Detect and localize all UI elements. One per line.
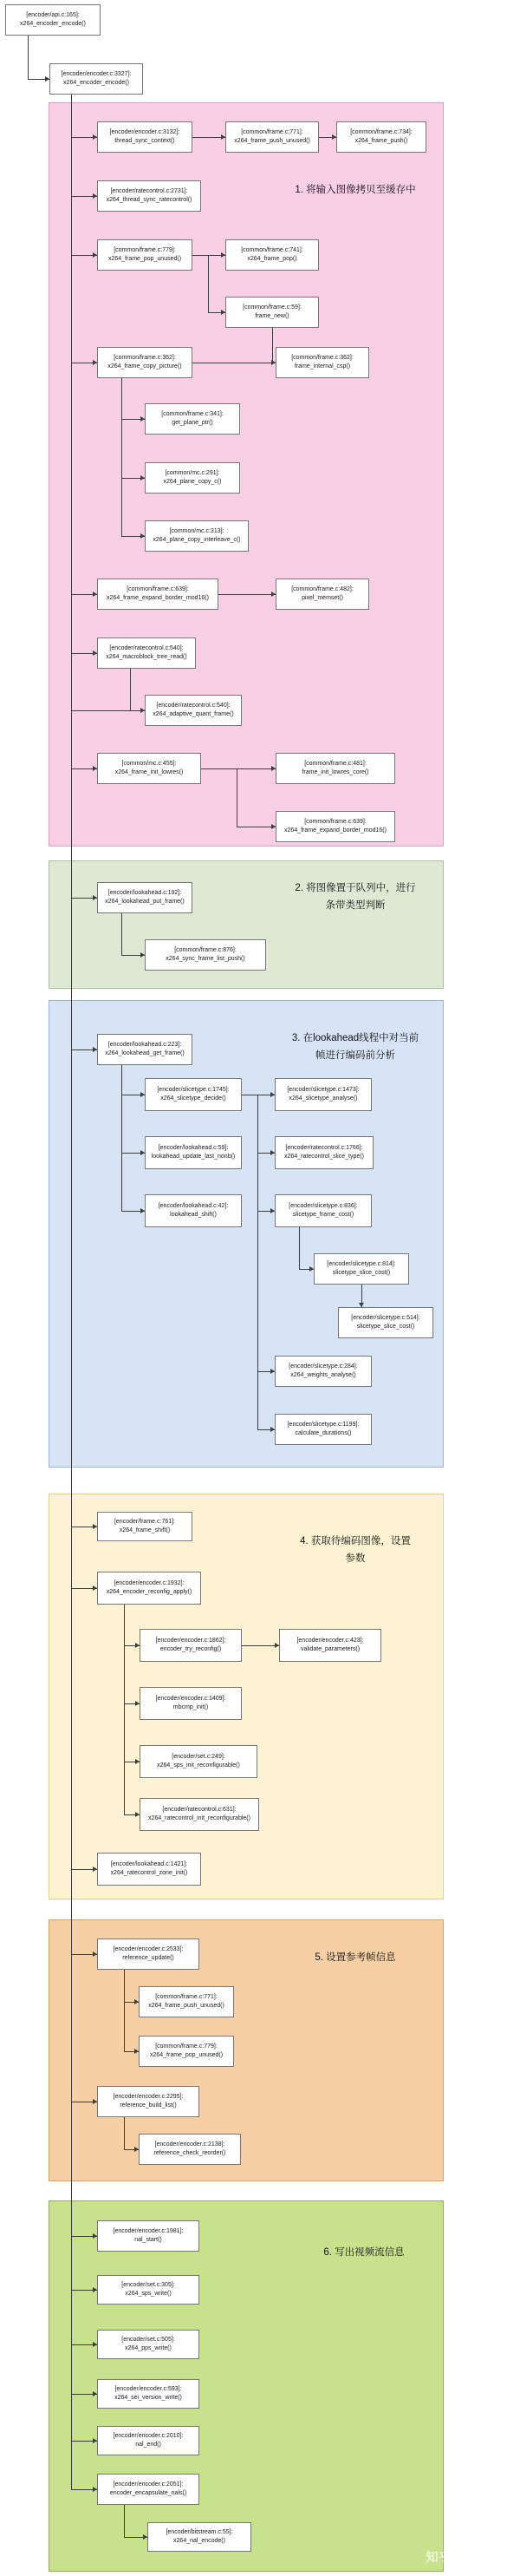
node-x264-plane-copy-interleave-c — [145, 520, 249, 552]
node-x264-lookahead-put-frame — [97, 882, 192, 913]
node-x264-weights-analyse — [275, 1356, 372, 1387]
node-x264-encoder-reconfig-apply — [97, 1572, 201, 1605]
node-source-location: [encoder/ratecontrol.c:2731]: — [110, 187, 188, 194]
connector-line — [121, 378, 122, 536]
node-function-name: x264_frame_init_lowres() — [114, 769, 184, 775]
node-source-location: [common/frame.c:741]: — [241, 246, 303, 253]
node-x264-frame-pop-unused — [139, 2036, 234, 2067]
node-x264-ratecontrol-init-reconfigurable — [140, 1798, 259, 1831]
node-function-name: x264_frame_copy_picture() — [107, 363, 182, 369]
node-function-name: encoder_encapsulate_nals() — [109, 2490, 187, 2496]
node-get-plane-ptr — [145, 403, 240, 435]
node-function-name: get_plane_ptr() — [172, 420, 213, 426]
node-lookahead-update-last-nonb — [145, 1136, 242, 1169]
node-function-name: slicetype_slice_cost() — [356, 1324, 415, 1330]
node-function-name: x264_frame_pop_unused() — [149, 2052, 224, 2058]
node-function-name: x264_ratecontrol_zone_init() — [110, 1870, 188, 1876]
node-source-location: [common/frame.c:59]: — [243, 304, 302, 311]
connector-line — [299, 1227, 300, 1269]
section-5-label — [286, 1950, 425, 1967]
node-source-location: [encoder/slicetype.c:514]: — [351, 1314, 420, 1321]
node-source-location: [common/frame.c:639]: — [127, 585, 189, 592]
node-function-name: x264_frame_pop_unused() — [107, 256, 182, 262]
node-function-name: slicetype_frame_cost() — [292, 1212, 354, 1218]
node-source-location: [common/frame.c:771]: — [241, 128, 303, 135]
node-x264-adaptive-quant-frame — [145, 695, 242, 726]
connector-line — [242, 1645, 279, 1646]
section-3-panel — [49, 1000, 444, 1468]
node-source-location: [encoder/ratecontrol.c:631]: — [162, 1806, 237, 1813]
connector-line — [257, 1095, 258, 1429]
node-function-name: nal_end() — [135, 2442, 161, 2448]
node-lookahead-shift — [145, 1194, 242, 1227]
node-source-location: [encoder/encoder.c:1932]: — [114, 1579, 185, 1586]
node-function-name: frame_internal_csp() — [294, 363, 351, 369]
node-source-location: [common/frame.c:482]: — [291, 585, 354, 592]
node-function-name: x264_ratecontrol_init_reconfigurable() — [148, 1815, 250, 1821]
connector-line — [201, 768, 276, 769]
node-function-name: validate_parameters() — [300, 1646, 361, 1652]
node-nal-end — [97, 2426, 199, 2455]
node-function-name: x264_frame_shift() — [119, 1527, 171, 1533]
node-x264-sps-init-reconfigurable — [140, 1745, 257, 1778]
node-source-location: [common/frame.c:341]: — [161, 410, 224, 417]
node-function-name: x264_adaptive_quant_frame() — [153, 711, 234, 717]
node-function-name: reference_build_list() — [120, 2102, 177, 2109]
section-3-label — [277, 1030, 433, 1064]
node-function-name: x264_frame_expand_border_mod16() — [107, 595, 209, 601]
node-slicetype-frame-cost — [275, 1194, 372, 1227]
node-function-name: x264_macroblock_tree_read() — [106, 654, 187, 660]
node-function-name: reference_update() — [122, 1955, 174, 1961]
node-source-location: [encoder/slicetype.c:1199]: — [287, 1421, 360, 1428]
connector-join-line — [272, 328, 273, 363]
node-function-name: calculate_durations() — [295, 1430, 352, 1436]
node-function-name: x264_ratecontrol_slice_type() — [284, 1154, 364, 1160]
node-source-location: [encoder/lookahead.c:192]: — [107, 889, 182, 896]
connector-join-line — [130, 669, 131, 710]
node-source-location: [encoder/ratecontrol.c:540]: — [156, 702, 231, 709]
node-source-location: [common/frame.c:771]: — [155, 1993, 218, 2000]
node-x264-frame-copy-picture — [97, 347, 192, 378]
section-2-label — [282, 880, 429, 914]
node-source-location: [encoder/encoder.c:423]: — [296, 1637, 364, 1644]
node-function-name: x264_frame_push() — [354, 138, 408, 144]
node-encoder-try-reconfig — [140, 1629, 242, 1662]
node-source-location: [encoder/set.c:305]: — [121, 2281, 175, 2288]
node-x264-macroblock-tree-read — [97, 637, 196, 669]
node-x264-frame-push-unused — [225, 121, 319, 153]
node-thread-sync-context — [97, 121, 192, 153]
connector-line — [124, 2117, 125, 2149]
node-encoder-encapsulate-nals — [97, 2474, 199, 2505]
node-function-name: thread_sync_context() — [114, 138, 175, 144]
node-source-location: [encoder/encoder.c:2295]: — [113, 2093, 184, 2100]
node-function-name: x264_sei_version_write() — [114, 2395, 182, 2401]
node-function-name: frame_new() — [255, 313, 289, 319]
node-x264-lookahead-get-frame — [97, 1034, 192, 1065]
call-spine-line — [71, 95, 72, 2489]
node-x264-pps-write — [97, 2330, 199, 2359]
node-x264-frame-init-lowres — [97, 753, 201, 784]
connector-line — [28, 36, 29, 79]
node-source-location: [common/frame.c:876]: — [174, 946, 237, 953]
node-x264-slicetype-analyse — [275, 1078, 372, 1111]
node-source-location: [encoder/ratecontrol.c:1766]: — [285, 1144, 363, 1151]
node-function-name: lookahead_update_last_nonb() — [151, 1154, 236, 1160]
node-function-name: x264_sps_write() — [125, 2291, 172, 2297]
connector-line — [218, 594, 276, 595]
node-function-name: x264_pps_write() — [125, 2345, 172, 2351]
node-validate-parameters — [279, 1629, 381, 1662]
node-source-location: [encoder/set.c:505]: — [121, 2336, 175, 2343]
node-reference-check-reorder — [139, 2134, 241, 2165]
section-2-label-line: 2. 将图像置于队列中，进行 — [295, 883, 416, 893]
node-slicetype-slice-cost — [338, 1307, 433, 1338]
node-source-location: [encoder/ratecontrol.c:540]: — [109, 644, 184, 651]
node-source-location: [common/mc.c:313]: — [169, 527, 224, 534]
node-source-location: [common/mc.c:455]: — [121, 760, 177, 767]
node-reference-update — [97, 1939, 199, 1970]
node-source-location: [encoder/encoder.c:2533]: — [113, 1945, 184, 1952]
node-function-name: x264_plane_copy_interleave_c() — [153, 537, 241, 543]
node-source-location: [encoder/bitstream.c:55]: — [166, 2528, 233, 2535]
node-function-name: mbcmp_init() — [172, 1704, 209, 1710]
node-function-name: x264_thread_sync_ratecontrol() — [106, 197, 192, 203]
node-source-location: [encoder/lookahead.c:1421]: — [110, 1860, 188, 1867]
node-source-location: [encoder/encoder.c:1981]: — [113, 2227, 184, 2234]
node-x264-thread-sync-ratecontrol — [97, 180, 201, 212]
node-slicetype-slice-cost — [314, 1253, 409, 1285]
watermark: 知乎 @殷汶杰 — [426, 2550, 508, 2564]
node-source-location: [common/frame.c:481]: — [304, 760, 367, 767]
node-function-name: x264_lookahead_put_frame() — [105, 899, 185, 905]
section-6-label-line: 6. 写出视频流信息 — [323, 2247, 405, 2258]
connector-line — [124, 1970, 125, 2051]
node-function-name: x264_lookahead_get_frame() — [105, 1050, 185, 1056]
node-function-name: x264_encoder_encode() — [20, 21, 86, 27]
node-source-location: [common/frame.c:362]: — [291, 354, 354, 361]
node-x264-slicetype-decide — [145, 1078, 242, 1111]
node-function-name: x264_frame_push_unused() — [234, 138, 310, 144]
connector-line — [71, 710, 145, 711]
section-5-label-line: 5. 设置参考帧信息 — [315, 1952, 396, 1963]
node-function-name: x264_sync_frame_list_push() — [166, 956, 245, 962]
node-source-location: [common/frame.c:734]: — [350, 128, 413, 135]
node-source-location: [encoder/slicetype.c:836]: — [289, 1202, 358, 1209]
node-source-location: [encoder/encoder.c:1862]: — [155, 1637, 226, 1644]
node-function-name: encoder_try_reconfig() — [159, 1646, 222, 1652]
node-x264-encoder-encode — [49, 63, 143, 95]
connector-line — [121, 913, 122, 955]
node-x264-ratecontrol-zone-init — [97, 1853, 201, 1886]
node-source-location: [common/frame.c:779]: — [114, 246, 176, 253]
connector-line — [208, 255, 209, 312]
node-source-location: [encoder/encoder.c:2010]: — [113, 2432, 184, 2439]
section-1-panel — [49, 102, 444, 847]
node-source-location: [encoder/encoder.c:3132]: — [109, 128, 180, 135]
node-function-name: x264_encoder_encode() — [63, 80, 129, 86]
node-x264-frame-shift — [97, 1512, 192, 1541]
connector-line — [124, 1605, 125, 1814]
node-nal-start — [97, 2220, 199, 2252]
node-function-name: x264_frame_expand_border_mod16() — [284, 827, 387, 834]
section-2-label-line: 条带类型判断 — [325, 899, 386, 911]
node-x264-frame-pop — [225, 239, 319, 271]
node-function-name: reference_check_reorder() — [153, 2150, 226, 2156]
node-source-location: [encoder/frame.c:761]: — [114, 1518, 176, 1525]
node-reference-build-list — [97, 2086, 199, 2117]
node-pixel-memset — [276, 579, 369, 610]
node-x264-encoder-encode — [5, 4, 101, 36]
node-function-name: pixel_memset() — [302, 595, 343, 601]
connector-line — [121, 1065, 122, 1211]
node-source-location: [encoder/encoder.c:1409]: — [155, 1695, 226, 1702]
node-source-location: [encoder/encoder.c:2138]: — [154, 2141, 225, 2148]
node-x264-sync-frame-list-push — [145, 939, 266, 971]
section-1-label-line: 1. 将输入图像拷贝至缓存中 — [295, 185, 416, 195]
node-source-location: [encoder/lookahead.c:42]: — [158, 1202, 229, 1209]
node-function-name: frame_init_lowres_core() — [302, 769, 369, 775]
node-function-name: slicetype_slice_cost() — [332, 1270, 391, 1276]
node-source-location: [common/frame.c:639]: — [304, 818, 367, 825]
node-mbcmp-init — [140, 1687, 242, 1720]
node-x264-ratecontrol-slice-type — [275, 1136, 374, 1169]
node-function-name: x264_nal_encode() — [173, 2538, 225, 2544]
section-4-label-line: 参数 — [345, 1553, 366, 1564]
node-source-location: [encoder/lookahead.c:59]: — [158, 1144, 229, 1151]
node-x264-frame-expand-border-mod16 — [276, 811, 395, 842]
node-x264-frame-push-unused — [139, 1986, 234, 2017]
section-3-label-line: 帧进行编码前分析 — [315, 1049, 395, 1061]
section-3-label-line: 3. 在lookahead线程中对当前 — [291, 1033, 419, 1043]
node-function-name: lookahead_shift() — [170, 1212, 217, 1218]
node-x264-plane-copy-c — [145, 462, 240, 494]
node-source-location: [encoder/lookahead.c:223]: — [107, 1041, 182, 1048]
node-frame-internal-csp — [276, 347, 369, 378]
node-source-location: [encoder/slicetype.c:1745]: — [157, 1086, 230, 1093]
node-source-location: [encoder/encoder.c:3327]: — [61, 70, 132, 77]
node-function-name: x264_frame_push_unused() — [148, 2003, 224, 2009]
section-1-label — [282, 182, 429, 199]
node-function-name: x264_frame_pop() — [247, 256, 297, 262]
node-calculate-durations — [275, 1414, 372, 1445]
node-frame-new — [225, 297, 319, 328]
node-function-name: x264_sps_init_reconfigurable() — [157, 1762, 240, 1769]
node-function-name: x264_plane_copy_c() — [163, 479, 222, 485]
node-source-location: [encoder/encoder.c:2051]: — [113, 2481, 184, 2488]
node-source-location: [encoder/slicetype.c:284]: — [289, 1363, 358, 1370]
node-function-name: x264_slicetype_decide() — [160, 1095, 226, 1102]
node-function-name: x264_weights_analyse() — [290, 1372, 356, 1378]
node-source-location: [common/frame.c:362]: — [114, 354, 176, 361]
connector-line — [124, 2505, 125, 2537]
node-source-location: [encoder/slicetype.c:814]: — [327, 1260, 396, 1267]
node-x264-frame-push — [336, 121, 426, 153]
node-source-location: [encoder/slicetype.c:1473]: — [287, 1086, 360, 1093]
node-function-name: nal_start() — [134, 2237, 162, 2243]
node-source-location: [encoder/encoder.c:593]: — [114, 2385, 182, 2392]
node-x264-frame-pop-unused — [97, 239, 192, 271]
node-function-name: x264_encoder_reconfig_apply() — [106, 1589, 192, 1595]
node-x264-frame-expand-border-mod16 — [97, 579, 218, 610]
node-source-location: [common/frame.c:779]: — [155, 2043, 218, 2050]
node-source-location: [encoder/api.c:165]: — [26, 11, 80, 18]
node-source-location: [common/mc.c:291]: — [165, 469, 220, 476]
node-x264-nal-encode — [147, 2522, 251, 2552]
node-x264-sps-write — [97, 2275, 199, 2305]
section-4-label-line: 4. 获取待编码图像，设置 — [300, 1536, 411, 1546]
node-x264-sei-version-write — [97, 2379, 199, 2409]
node-source-location: [encoder/set.c:249]: — [172, 1753, 225, 1760]
node-function-name: x264_slicetype_analyse() — [289, 1095, 358, 1102]
section-6-label — [299, 2245, 429, 2262]
node-frame-init-lowres-core — [276, 753, 395, 784]
section-4-label — [282, 1533, 429, 1567]
